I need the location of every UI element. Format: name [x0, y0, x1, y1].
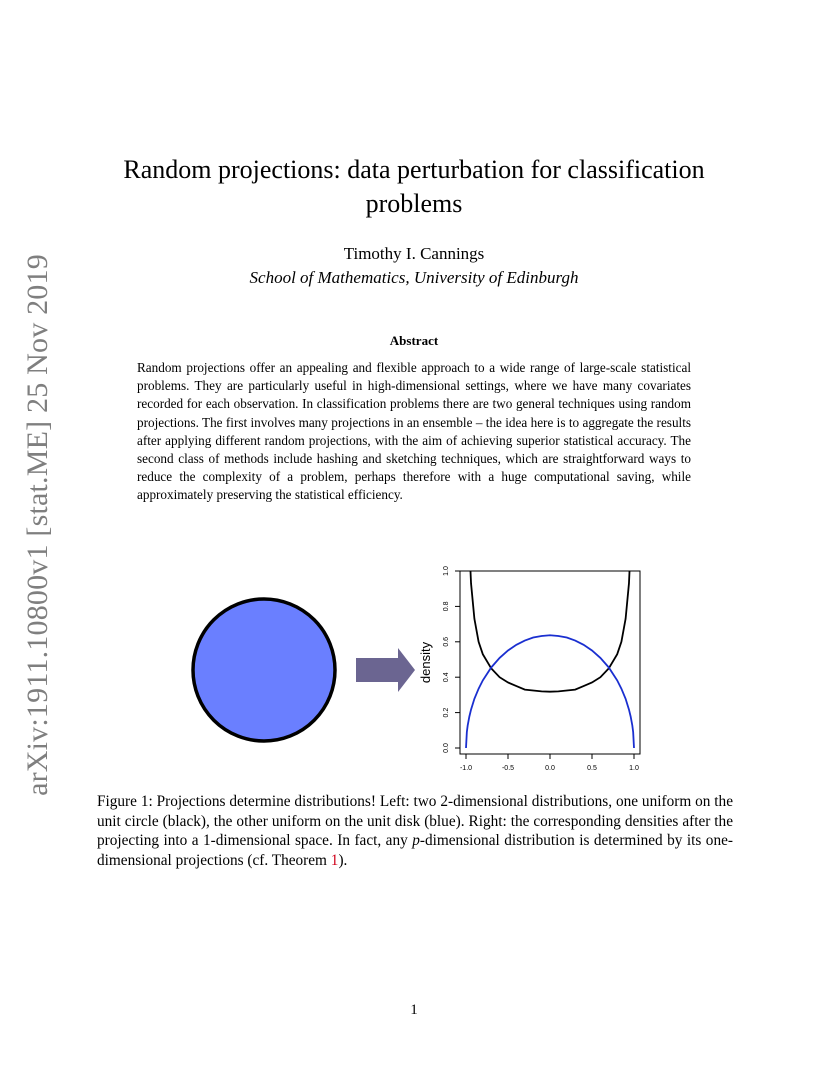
y-axis-label: density: [418, 641, 433, 684]
y-tick-label: 0.2: [443, 707, 450, 718]
y-tick-label: 0.0: [443, 743, 450, 753]
title-line-1: Random projections: data perturbation for classification: [123, 155, 705, 184]
abstract-text: Random projections offer an appealing and flexible approach to a wide range of large-scale statistical problems. They are particularly useful in high-dimensional settings, where we have many covariates recorded for each observation. In classification problems there are two general techniques using random projections. The first involves many projections in an ensemble – the idea here is to aggregate the results after applying different random projections, with the aim of achieving superior statistical accuracy. The second class of methods include hashing and sketching techniques, which are straightforward ways to reduce the complexity of a problem, perhaps therefore with a huge computational saving, while approximately preserving the statistical efficiency.: [137, 360, 691, 503]
caption-suffix: ).: [338, 851, 348, 869]
figure-svg: [180, 555, 660, 780]
x-tick-label: 0.5: [587, 765, 597, 772]
caption-p-symbol: p: [412, 832, 420, 849]
x-tick-label: 1.0: [629, 765, 639, 772]
unit-disk: [193, 599, 335, 741]
right-arrow-icon: [356, 648, 415, 692]
figure-caption: [97, 792, 733, 870]
y-tick-label: 0.4: [443, 672, 450, 683]
author-affiliation: School of Mathematics, University of Edinburgh: [249, 268, 579, 287]
caption-middle: -dimensional distribution is determined by its one-dimensional projections (cf. Theorem: [97, 832, 733, 869]
arxiv-side-stamp: arXiv:1911.10800v1 [stat.ME] 25 Nov 2019: [21, 254, 54, 796]
y-tick-label: 0.8: [443, 601, 450, 612]
y-tick-label: 1.0: [443, 566, 450, 576]
density-plot: [418, 555, 640, 772]
x-tick-label: -0.5: [501, 765, 515, 772]
title-line-2: problems: [365, 189, 463, 218]
x-tick-label: -1.0: [459, 765, 473, 772]
author-name: Timothy I. Cannings: [343, 244, 485, 263]
figure-1: [180, 555, 660, 780]
y-tick-label: 0.6: [443, 636, 450, 647]
paper-title: [96, 153, 732, 221]
theorem-ref-link[interactable]: 1: [330, 851, 339, 869]
density-curve-1: [467, 555, 633, 692]
x-tick-label: 0.0: [545, 765, 555, 772]
abstract-heading: Abstract: [389, 333, 439, 348]
caption-prefix: Figure 1: Projections determine distributions! Left: two 2-dimensional distributions, one uniform on the unit circle (black), the other uniform on the unit disk (blue). Right: the corresponding densities after the projecting into a 1-dimensional space. In fact, any: [97, 793, 733, 849]
page-number: 1: [410, 1002, 418, 1018]
